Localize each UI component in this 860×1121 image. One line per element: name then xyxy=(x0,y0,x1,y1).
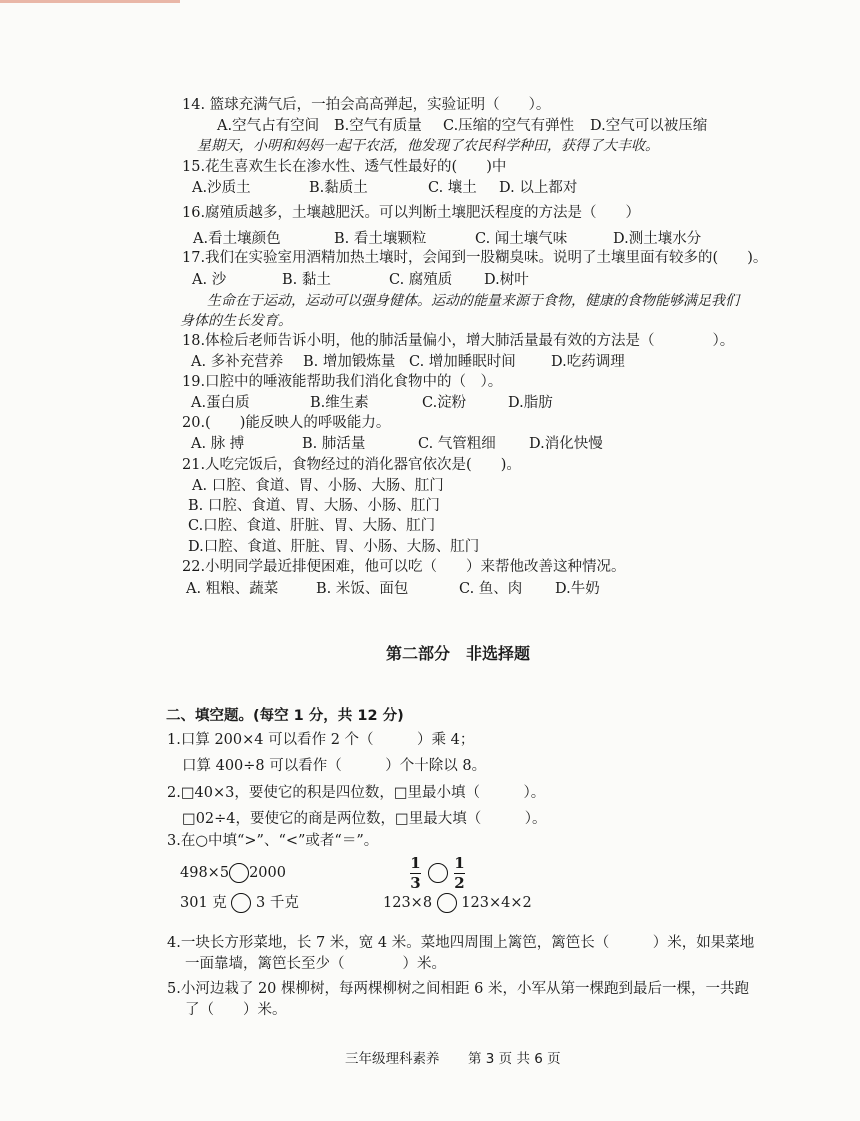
story-text-2-line-2: 身体的生长发育。 xyxy=(180,313,292,329)
q16-option-c: C. 闻土壤气味 xyxy=(475,231,568,247)
q21-option-b: B. 口腔、食道、胃、大肠、小肠、肛门 xyxy=(188,498,440,514)
compare-1-right: 2000 xyxy=(249,865,286,881)
compare-circle-3[interactable] xyxy=(231,893,251,913)
q20-option-d: D.消化快慢 xyxy=(529,436,603,452)
question-17-stem: 17.我们在实验室用酒精加热土壤时，会闻到一股糊臭味。说明了土壤里面有较多的( )。 xyxy=(182,250,768,266)
q21-option-d: D.口腔、食道、肝脏、胃、小肠、大肠、肛门 xyxy=(188,539,480,555)
question-22-stem: 22.小明同学最近排便困难，他可以吃（ ）来帮他改善这种情况。 xyxy=(182,559,626,575)
question-16-stem: 16.腐殖质越多，土壤越肥沃。可以判断土壤肥沃程度的方法是（ ） xyxy=(182,205,641,221)
fill-q1-line-1: 1.口算 200×4 可以看作 2 个（ ）乘 4； xyxy=(167,732,475,748)
story-text-1: 星期天，小明和妈妈一起干农活，他发现了农民科学种田，获得了大丰收。 xyxy=(197,138,659,154)
q16-option-d: D.测土壤水分 xyxy=(613,231,702,247)
part-2-title: 第二部分 非选择题 xyxy=(386,644,531,663)
fraction-one-half xyxy=(454,855,465,892)
question-18-stem: 18.体检后老师告诉小明，他的肺活量偏小，增大肺活量最有效的方法是（ ）。 xyxy=(182,333,735,349)
fraction-a-denominator: 3 xyxy=(410,874,421,892)
fraction-b-numerator: 1 xyxy=(454,854,465,872)
q17-option-a: A. 沙 xyxy=(192,272,227,288)
compare-1-left: 498×5 xyxy=(180,865,230,881)
fill-q4-line-2: 一面靠墙，篱笆长至少（ ）米。 xyxy=(185,956,446,972)
q22-option-a: A. 粗粮、蔬菜 xyxy=(186,581,279,597)
fraction-one-third xyxy=(410,855,421,892)
q16-option-b: B. 看土壤颗粒 xyxy=(334,231,427,247)
q15-option-b: B.黏质土 xyxy=(309,180,368,196)
question-14-stem: 14. 篮球充满气后，一拍会高高弹起，实验证明（ ）。 xyxy=(182,97,551,113)
fill-q5-line-1: 5.小河边栽了 20 棵柳树，每两棵柳树之间相距 6 米，小军从第一棵跑到最后一棵，一共跑 xyxy=(167,981,749,997)
fraction-a-numerator: 1 xyxy=(410,854,421,872)
q19-option-a: A.蛋白质 xyxy=(191,395,250,411)
q19-option-c: C.淀粉 xyxy=(422,395,467,411)
q21-option-a: A. 口腔、食道、胃、小肠、大肠、肛门 xyxy=(192,478,444,494)
compare-123x8-row xyxy=(383,893,532,913)
compare-circle-4[interactable] xyxy=(437,893,457,913)
question-20-stem: 20.( )能反映人的呼吸能力。 xyxy=(182,415,391,431)
q17-option-c: C. 腐殖质 xyxy=(389,272,453,288)
question-19-stem: 19.口腔中的唾液能帮助我们消化食物中的（ ）。 xyxy=(182,374,503,390)
fill-q2-line-1: 2.□40×3，要使它的积是四位数，□里最小填（ ）。 xyxy=(167,785,546,801)
q16-option-a: A.看土壤颜色 xyxy=(193,231,281,247)
q15-option-d: D. 以上都对 xyxy=(499,180,578,196)
q17-option-b: B. 黏土 xyxy=(282,272,331,288)
q22-option-c: C. 鱼、肉 xyxy=(459,581,523,597)
question-15-stem: 15.花生喜欢生长在渗水性、透气性最好的( )中 xyxy=(182,159,507,175)
fill-in-heading: 二、填空题。(每空 1 分，共 12 分) xyxy=(166,708,404,724)
q14-option-a: A.空气占有空间 xyxy=(217,118,320,134)
compare-circle-2[interactable] xyxy=(428,863,448,883)
fill-q3-stem: 3.在○中填“>”、“<”或者“＝”。 xyxy=(167,833,379,849)
compare-3-right: 3 千克 xyxy=(256,895,299,911)
q18-option-b: B. 增加锻炼量 xyxy=(303,354,396,370)
fill-q2-line-2: □02÷4，要使它的商是两位数，□里最大填（ ）。 xyxy=(182,811,547,827)
scan-edge-mark xyxy=(0,0,180,3)
compare-4-left: 123×8 xyxy=(383,895,433,911)
q20-option-a: A. 脉 搏 xyxy=(191,436,245,452)
compare-4-right: 123×4×2 xyxy=(461,895,532,911)
q17-option-d: D.树叶 xyxy=(484,272,529,288)
q20-option-c: C. 气管粗细 xyxy=(418,436,496,452)
compare-3-left: 301 克 xyxy=(180,895,227,911)
fill-q5-line-2: 了（ ）米。 xyxy=(185,1002,287,1018)
compare-circle-1[interactable] xyxy=(229,863,249,883)
q18-option-c: C. 增加睡眠时间 xyxy=(409,354,516,370)
footer-subject: 三年级理科素养 xyxy=(345,1051,440,1067)
q22-option-b: B. 米饭、面包 xyxy=(316,581,409,597)
compare-301g-row xyxy=(180,893,299,913)
q15-option-c: C. 壤土 xyxy=(428,180,477,196)
fraction-b-denominator: 2 xyxy=(454,874,465,892)
q14-option-b: B.空气有质量 xyxy=(334,118,422,134)
q22-option-d: D.牛奶 xyxy=(555,581,600,597)
question-21-stem: 21.人吃完饭后，食物经过的消化器官依次是( )。 xyxy=(182,457,521,473)
q21-option-c: C.口腔、食道、肝脏、胃、大肠、肛门 xyxy=(188,518,436,534)
q15-option-a: A.沙质土 xyxy=(192,180,251,196)
footer-page-number: 第 3 页 共 6 页 xyxy=(468,1051,561,1067)
compare-498x5-row xyxy=(180,863,286,883)
q14-option-c: C.压缩的空气有弹性 xyxy=(443,118,575,134)
q18-option-a: A. 多补充营养 xyxy=(191,354,284,370)
q20-option-b: B. 肺活量 xyxy=(302,436,366,452)
fill-q4-line-1: 4.一块长方形菜地，长 7 米，宽 4 米。菜地四周围上篱笆，篱笆长（ ）米，如果菜地 xyxy=(167,935,755,951)
fill-q1-line-2: 口算 400÷8 可以看作（ ）个十除以 8。 xyxy=(182,758,487,774)
story-text-2-line-1: 生命在于运动，运动可以强身健体。运动的能量来源于食物，健康的食物能够满足我们 xyxy=(207,293,739,309)
q18-option-d: D.吃药调理 xyxy=(551,354,625,370)
q14-option-d: D.空气可以被压缩 xyxy=(590,118,708,134)
q19-option-d: D.脂肪 xyxy=(508,395,553,411)
q19-option-b: B.维生素 xyxy=(310,395,369,411)
